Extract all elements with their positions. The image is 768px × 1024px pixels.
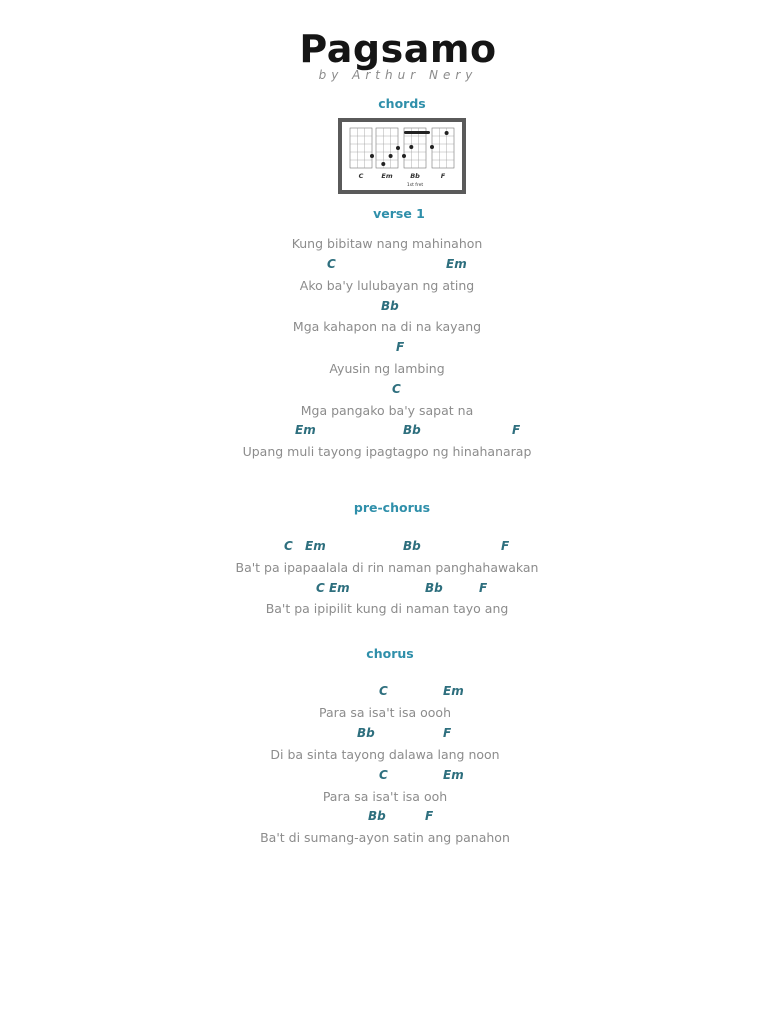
chord-dot [430, 145, 434, 149]
song-title: Pagsamo [299, 27, 497, 71]
chord-symbol: F [479, 581, 488, 595]
chord-symbol: Bb [381, 299, 399, 313]
chord-symbol: Em [443, 768, 464, 782]
chorus-heading: chorus [366, 646, 414, 661]
chord-dot [445, 131, 449, 135]
verse1-heading: verse 1 [373, 206, 425, 221]
lyric-line: Ayusin ng lambing [329, 361, 445, 376]
chords-heading: chords [378, 96, 426, 111]
chord-chart-diagrams [342, 122, 462, 190]
chord-symbol: C [392, 382, 401, 396]
chord-symbol: Em [295, 423, 316, 437]
lyric-line: Para sa isa't isa oooh [319, 705, 451, 720]
lyric-line: Ba't pa ipapaalala di rin naman panghahawakan [235, 560, 539, 575]
lyric-line: Mga pangako ba'y sapat na [300, 403, 474, 418]
chord-symbol: F [501, 539, 510, 553]
chord-symbol: Bb [357, 726, 375, 740]
chord-chart [338, 118, 466, 194]
lyric-line: Mga kahapon na di na kayang [292, 319, 482, 334]
chord-dot [381, 162, 385, 166]
song-byline: by Arthur Nery [318, 68, 478, 82]
chord-symbol: C [327, 257, 336, 271]
chord-symbol: F [396, 340, 405, 354]
chord-symbol: Bb [403, 539, 421, 553]
fret-note: 1st fret [406, 183, 424, 188]
chord-label-em: Em [381, 172, 393, 180]
chord-diagram-c [350, 128, 374, 168]
lyric-line: Di ba sinta tayong dalawa lang noon [270, 747, 500, 762]
lyric-line: Kung bibitaw nang mahinahon [291, 236, 483, 251]
chord-dot [370, 154, 374, 158]
chord-symbol: Em [443, 684, 464, 698]
chord-symbol: F [425, 809, 434, 823]
chord-dot [409, 145, 413, 149]
chord-diagram-bb [402, 128, 430, 168]
chord-symbol: F [512, 423, 521, 437]
lyric-line: Upang muli tayong ipagtagpo ng hinahanarap [242, 444, 532, 459]
chord-label-c: C [358, 172, 364, 180]
chord-dot [396, 146, 400, 150]
chord-symbol: Bb [403, 423, 421, 437]
chord-diagram-em [376, 128, 400, 168]
chord-symbol: Bb [425, 581, 443, 595]
lyric-line: Ako ba'y lulubayan ng ating [299, 278, 475, 293]
chord-symbol: C [284, 539, 293, 553]
chord-symbol: C Em [316, 581, 350, 595]
lyric-line: Ba't pa ipipilit kung di naman tayo ang [265, 601, 509, 616]
chord-barre [404, 131, 430, 134]
chord-symbol: C [379, 768, 388, 782]
lyric-line: Para sa isa't isa ooh [322, 789, 448, 804]
chord-dot [389, 154, 393, 158]
chord-symbol: Bb [368, 809, 386, 823]
lyric-line: Ba't di sumang-ayon satin ang panahon [260, 830, 510, 845]
chord-dot [402, 154, 406, 158]
chord-symbol: Em [305, 539, 326, 553]
chord-label-f: F [440, 172, 446, 180]
chord-symbol: F [443, 726, 452, 740]
chord-symbol: Em [446, 257, 467, 271]
chord-diagram-f [430, 128, 454, 168]
chord-label-bb: Bb [410, 172, 420, 180]
chord-symbol: C [379, 684, 388, 698]
prechorus-heading: pre-chorus [353, 500, 431, 515]
